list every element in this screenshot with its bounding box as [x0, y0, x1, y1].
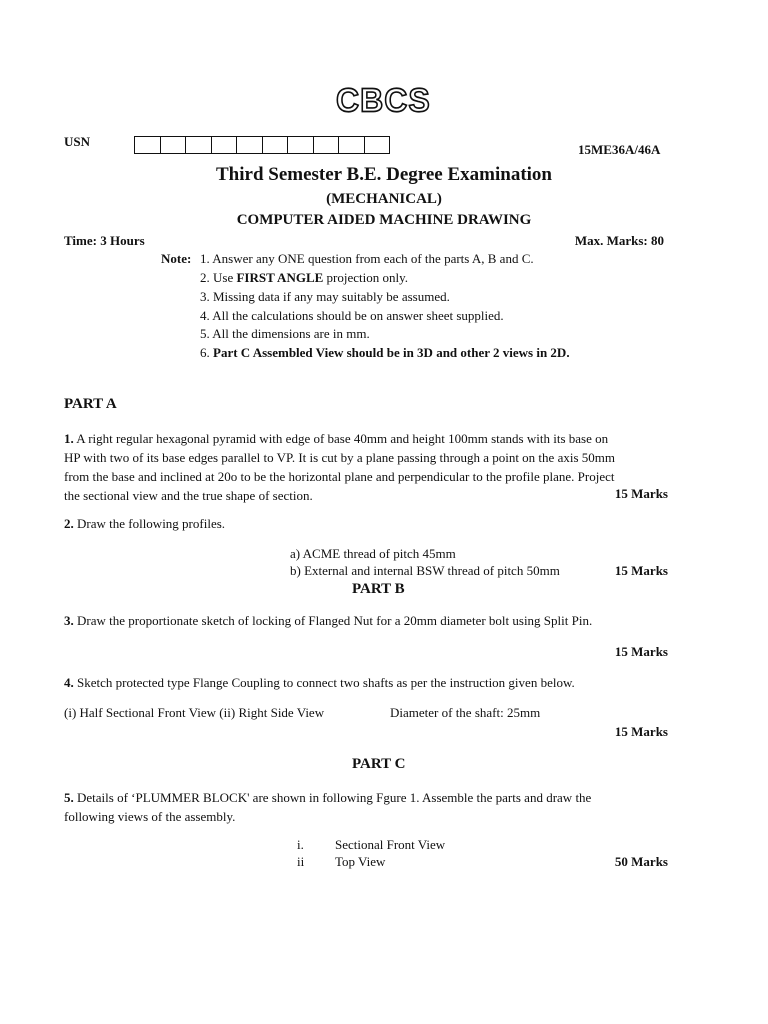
question-3 [64, 613, 592, 629]
question-2-item-b: b) External and internal BSW thread of pitch 50mm [290, 563, 560, 578]
note-text: All the calculations should be on answer sheet supplied. [212, 308, 504, 323]
question-4-marks: 15 Marks [614, 724, 668, 739]
note-item-3 [200, 289, 450, 305]
note-item-4 [200, 308, 504, 324]
question-text: following views of the assembly. [64, 809, 236, 824]
question-number: 3. [64, 613, 74, 628]
note-number: 4. [200, 308, 213, 323]
question-4 [64, 675, 575, 691]
question-text: Details of ‘PLUMMER BLOCK' are shown in following Fgure 1. Assemble the parts and draw the [73, 790, 592, 805]
note-item-6 [200, 345, 570, 361]
question-1 [64, 429, 706, 505]
question-4-views: (i) Half Sectional Front View (ii) Right Side View [64, 705, 325, 720]
exam-title: Third Semester B.E. Degree Examination [216, 164, 552, 185]
question-2 [64, 516, 225, 532]
question-text: Draw the proportionate sketch of locking of Flanged Nut for a 20mm diameter bolt using Split Pin. [73, 613, 593, 628]
note-number: 1. [200, 251, 213, 266]
question-text: Draw the following profiles. [73, 516, 226, 531]
note-bold-text: FIRST ANGLE [236, 270, 324, 285]
note-number: 5. [200, 326, 213, 341]
note-item-1 [200, 251, 534, 267]
exam-time: Time: 3 Hours [64, 233, 145, 248]
question-number: 2. [64, 516, 74, 531]
question-text: Sketch protected type Flange Coupling to connect two shafts as per the instruction given below. [73, 675, 575, 690]
question-number: 4. [64, 675, 74, 690]
question-5-item-i-number: i. [297, 837, 304, 852]
question-text: from the base and inclined at 20o to be the horizontal plane and perpendicular to the profile plane. Project [64, 469, 615, 484]
note-number: 6. [200, 345, 213, 360]
course-code: 15ME36A/46A [578, 142, 661, 157]
note-text: Answer any ONE question from each of the parts A, B and C. [212, 251, 534, 266]
question-5-item-ii: Top View [335, 854, 386, 869]
question-text: HP with two of its base edges parallel to VP. It is cut by a plane passing through a point on the axis 50mm [64, 450, 615, 465]
note-item-5 [200, 326, 370, 342]
question-number: 5. [64, 790, 74, 805]
usn-box [134, 136, 161, 154]
usn-box [236, 136, 263, 154]
note-text: projection only. [323, 270, 409, 285]
question-4-diameter: Diameter of the shaft: 25mm [390, 705, 541, 720]
question-5-item-i: Sectional Front View [335, 837, 446, 852]
usn-box [160, 136, 187, 154]
usn-box [338, 136, 365, 154]
question-5 [64, 788, 706, 826]
note-bold-text: Part C Assembled View should be in 3D and other 2 views in 2D. [213, 345, 570, 360]
question-1-marks: 15 Marks [614, 486, 668, 501]
part-b-heading: PART B [352, 581, 405, 597]
question-2-marks: 15 Marks [614, 563, 668, 578]
question-3-marks: 15 Marks [614, 644, 668, 659]
note-number: 3. [200, 289, 213, 304]
note-label: Note: [161, 251, 192, 266]
question-2-item-a: a) ACME thread of pitch 45mm [290, 546, 456, 561]
note-text: Use [213, 270, 237, 285]
usn-box [287, 136, 314, 154]
question-5-item-ii-number: ii [297, 854, 305, 869]
usn-box [313, 136, 340, 154]
note-item-2 [200, 270, 408, 286]
usn-input-boxes [135, 136, 390, 154]
note-text: Missing data if any may suitably be assumed. [213, 289, 450, 304]
usn-box [262, 136, 289, 154]
subject-title: COMPUTER AIDED MACHINE DRAWING [236, 212, 532, 228]
question-5-marks: 50 Marks [614, 854, 668, 869]
usn-label: USN [64, 134, 91, 149]
usn-box [185, 136, 212, 154]
question-number: 1. [64, 431, 74, 446]
cbcs-logo: CBCS [336, 81, 431, 119]
part-c-heading: PART C [352, 756, 406, 772]
usn-box [364, 136, 391, 154]
max-marks: Max. Marks: 80 [574, 233, 664, 248]
usn-box [211, 136, 238, 154]
question-text: the sectional view and the true shape of section. [64, 488, 313, 503]
note-text: All the dimensions are in mm. [212, 326, 370, 341]
part-a-heading: PART A [64, 396, 117, 412]
branch-title: (MECHANICAL) [326, 191, 442, 207]
question-text: A right regular hexagonal pyramid with edge of base 40mm and height 100mm stands with its base on [73, 431, 609, 446]
note-number: 2. [200, 270, 213, 285]
